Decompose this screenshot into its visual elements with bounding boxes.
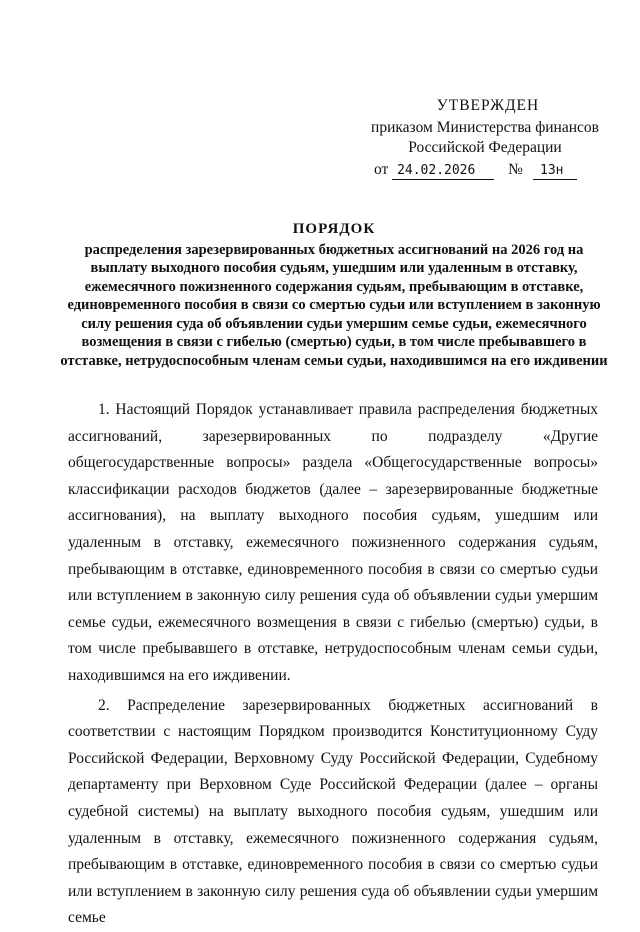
paragraph-1: 1. Настоящий Порядок устанавливает правила распределения бюджетных ассигнований, зарезервированных по подразделу «Другие общегосударственные вопросы» раздела «Общегосударственные вопросы» классификации расходов бюджетов (далее – зарезервированные бюджетные ассигнования), на выплату выходного пособия судьям, ушедшим или удаленным в отставку, ежемесячного пожизненного содержания судьям, пребывающим в отставке, единовременного пособия в связи со смертью судьи или вступлением в законную силу решения суда об объявлении судьи умершим семье судьи, ежемесячного возмещения в связи с гибелью (смертью) судьи, в том числе пребывавшего в отставке, нетрудоспособным членам семьи судьи, находившимся на его иждивении. xyxy=(68,401,598,684)
order-number: 13н xyxy=(533,163,577,180)
order-date: 24.02.2026 xyxy=(392,163,494,180)
document-body xyxy=(68,397,598,932)
document-subtitle: распределения зарезервированных бюджетных ассигнований на 2026 год на выплату выходного пособия судьям, ушедшим или удаленным в отставку, ежемесячного пожизненного содержания судьям, пребывающим в отставке, единовременного пособия в связи со смертью судьи или вступлением в законную силу решения суда об объявлении судьи умершим семье судьи, ежемесячного возмещения в связи с гибелью (смертью) судьи, в том числе пребывавшего в отставке, нетрудоспособным членам семьи судьи, находившимся на его иждивении xyxy=(60,241,608,369)
approval-line-federation: Российской Федерации xyxy=(408,139,562,156)
document-heading: ПОРЯДОК xyxy=(292,221,376,237)
approval-title: УТВЕРЖДЕН xyxy=(436,97,540,114)
paragraph-2: 2. Распределение зарезервированных бюджетных ассигнований в соответствии с настоящим Порядком производится Конституционному Суду Российской Федерации, Верховному Суду Российской Федерации, Судебному департаменту при Верховном Суде Российской Федерации (далее – органы судебной системы) на выплату выходного пособия судьям, ушедшим или удаленным в отставку, ежемесячного пожизненного содержания судьям, пребывающим в отставке, единовременного пособия в связи со смертью судьи или вступлением в законную силу решения суда об объявлении судьи умершим семье xyxy=(68,696,598,927)
order-date-line xyxy=(360,160,610,180)
approval-line-ministry: приказом Министерства финансов xyxy=(371,119,599,136)
document-title-block xyxy=(60,220,608,370)
date-prefix: от xyxy=(374,161,389,178)
approval-stamp xyxy=(360,96,610,180)
number-prefix: № xyxy=(508,161,523,178)
